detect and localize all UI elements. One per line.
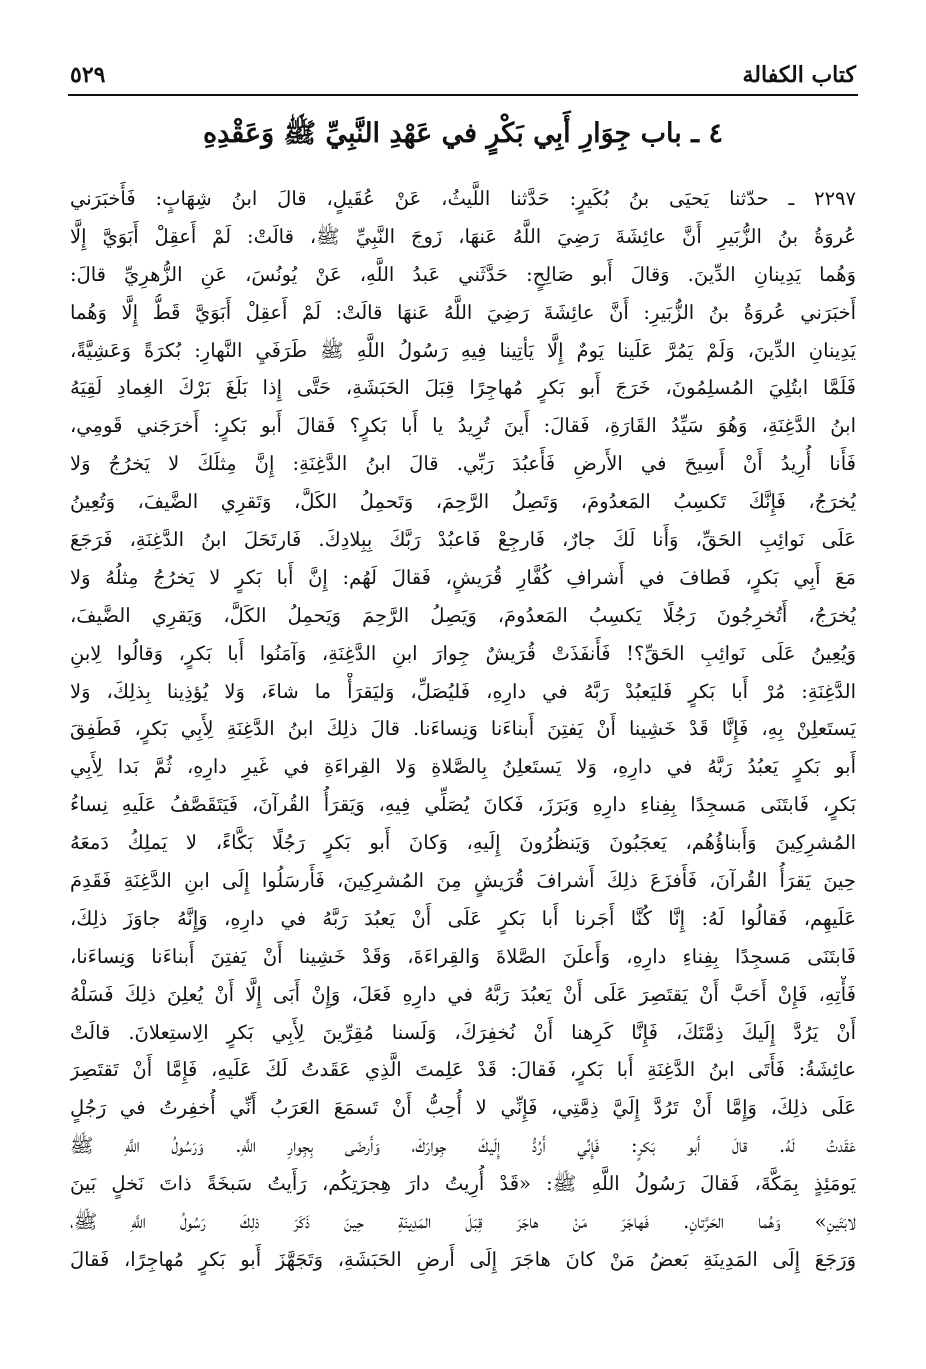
- text-line: فَأْتِهِ، فَإِنْ أَحَبَّ أَنْ يَقتَصِرَ عَلَى أَنْ يَعبُدَ رَبَّهُ في دارِهِ فَعَلَ، وَإِنْ أَبَى إِلَّا أَنْ يُعلِنَ ذلِكَ فَسَلْهُ: [70, 982, 856, 1006]
- text-line: يُخرَجُ، أَتُخرِجُونَ رَجُلًا يَكسِبُ المَعدُومَ، وَيَصِلُ الرَّحِمَ وَيَحمِلُ الكَلَّ، وَيَقرِي الضَّيفَ،: [70, 603, 856, 627]
- hadith-text: [70, 180, 856, 1279]
- text-line: يَدِينانِ الدِّينَ، وَلَمْ يَمُرَّ عَلَينا يَومٌ إِلَّا يَأتِينا فِيهِ رَسُولُ اللَّهِ ﷺ طَرَفَيِ النَّهارِ: بُكرَةً وَعَشِيَّةً،: [70, 338, 856, 362]
- text-line: وَرَجَعَ إِلَى المَدِينَةِ بَعضُ مَنْ كانَ هاجَرَ إِلَى أَرضِ الحَبَشَةِ، وَتَجَهَّزَ أَبو بَكرٍ مُهاجِرًا، فَقالَ: [70, 1247, 856, 1271]
- page-number: ٥٢٩: [70, 62, 106, 88]
- text-line: حِينَ يَقرَأُ القُرآنَ، فَأَفزَعَ ذلِكَ أَشرافَ قُرَيشٍ مِنَ المُشرِكِينَ، فَأَرسَلُوا إِلَى ابنِ الدَّغِنَةِ فَقَدِمَ: [70, 869, 856, 893]
- book-title: كتاب الكفالة: [742, 62, 856, 88]
- text-line: عائِشَةُ: فَأَتَى ابنُ الدَّغِنَةِ أَبا بَكرٍ، فَقالَ: قَدْ عَلِمتَ الَّذِي عَقَدتُ لَكَ عَلَيهِ، فَإِمَّا أَنْ تَقتَصِرَ: [70, 1058, 856, 1082]
- text-line: أَبو بَكرٍ يَعبُدُ رَبَّهُ في دارِهِ، وَلا يَستَعلِنُ بِالصَّلاةِ وَلا القِراءَةِ في غَيرِ دارِهِ، ثُمَّ بَدا لِأَبِي: [70, 755, 856, 779]
- text-line: وَيُعِينُ عَلَى نَوائِبِ الحَقِّ؟! فَأَنفَذَتْ قُرَيشٌ جِوارَ ابنِ الدَّغِنَةِ، وَآمَنُوا أَبا بَكرٍ، وَقالُوا لِابنِ: [70, 641, 856, 665]
- text-line: ابنُ الدَّغِنَةِ، وَهُوَ سَيِّدُ القَارَةِ، فَقالَ: أَينَ تُرِيدُ يا أَبا بَكرٍ؟ فَقالَ أَبو بَكرٍ: أَخرَجَني قَومِي،: [70, 414, 856, 438]
- text-line: يَستَعلِنْ بِهِ، فَإِنَّا قَدْ خَشِينا أَنْ يَفتِنَ أَبناءَنا وَنِساءَنا. قالَ ذلِكَ ابنُ الدَّغِنَةِ لِأَبِي بَكرٍ، فَطَفِقَ: [70, 717, 856, 741]
- text-line: عَلَيهِم، فَقالُوا لَهُ: إِنَّا كُنَّا أَجَرنا أَبا بَكرٍ عَلَى أَنْ يَعبُدَ رَبَّهُ في دارِهِ، وَإِنَّهُ جاوَزَ ذلِكَ،: [70, 906, 856, 930]
- text-line: يَومَئِذٍ بِمَكَّةَ، فَقالَ رَسُولُ اللَّهِ ﷺ: «قَدْ أُرِيتُ دارَ هِجرَتِكُم، رَأَيتُ سَبخَةً ذاتَ نَخلٍ بَينَ: [70, 1172, 856, 1196]
- text-line: يُخرَجُ، فَإِنَّكَ تَكسِبُ المَعدُومَ، وَتَصِلُ الرَّحِمَ، وَتَحمِلُ الكَلَّ، وَتَقرِي الضَّيفَ، وَتُعِينُ: [70, 490, 856, 514]
- text-line: فَأَنا أُرِيدُ أَنْ أَسِيحَ في الأَرضِ فَأَعبُدَ رَبِّي. قالَ ابنُ الدَّغِنَةِ: إِنَّ مِثلَكَ لا يَخرُجُ وَلا: [70, 452, 856, 476]
- chapter-heading: ٤ ـ باب جِوَارِ أَبِي بَكْرٍ في عَهْدِ النَّبِيِّ ﷺ وَعَقْدِهِ: [202, 118, 723, 149]
- text-line: الدَّغِنَةِ: مُرْ أَبا بَكرٍ فَليَعبُدْ رَبَّهُ في دارِهِ، فَليُصَلِّ، وَليَقرَأْ ما شاءَ، وَلا يُؤذِينا بِذلِكَ، وَلا: [70, 679, 856, 703]
- text-line: فَلَمَّا ابتُلِيَ المُسلِمُونَ، خَرَجَ أَبو بَكرٍ مُهاجِرًا قِبَلَ الحَبَشَةِ، حَتَّى إِذا بَلَغَ بَرْكَ الغِمادِ لَقِيَهُ: [70, 376, 856, 400]
- text-line: عَلَى ذلِكَ، وَإِمَّا أَنْ تَرُدَّ إِلَيَّ ذِمَّتِي، فَإِنِّي لا أُحِبُّ أَنْ تَسمَعَ العَرَبُ أَنِّي أُخفِرتُ في رَجُلٍ: [70, 1096, 856, 1120]
- text-line: ٢٢٩٧ ـ حدّثنا يَحيَى بنُ بُكَيرٍ: حَدَّثنا اللَّيثُ، عَنْ عُقَيلٍ، قالَ ابنُ شِهَابٍ: فَأَخبَرَني: [70, 187, 856, 210]
- text-line: لابَتَينِ» وَهُما الحَرَّتانِ. فَهاجَرَ مَنْ هاجَرَ قِبَلَ المَدِينَةِ حِينَ ذَكَرَ ذلِكَ رَسُولُ اللَّهِ ﷺ،: [70, 1210, 856, 1234]
- text-line: وَهُما يَدِينانِ الدِّينَ. وَقالَ أَبو صَالِحٍ: حَدَّثَني عَبدُ اللَّهِ، عَنْ يُونُسَ، عَنِ الزُّهرِيِّ قالَ:: [70, 262, 856, 286]
- text-line: عَقَدتُ لَهُ. قالَ أَبو بَكرٍ: فَإِنِّي أَرُدُّ إِلَيكَ جِوارَكَ، وَأَرضَى بِجِوارِ اللَّهِ. وَرَسُولُ اللَّهِ ﷺ: [70, 1134, 856, 1158]
- text-line: بَكرٍ، فَابتَنَى مَسجِدًا بِفِناءِ دارِهِ وَبَرَزَ، فَكانَ يُصَلِّي فِيهِ، وَيَقرَأُ القُرآنَ، فَيَتَقَصَّفُ عَلَيهِ نِساءُ: [70, 793, 856, 817]
- text-line: المُشرِكِينَ وَأَبناؤُهُم، يَعجَبُونَ وَيَنظُرُونَ إِلَيهِ، وَكانَ أَبو بَكرٍ رَجُلًا بَكَّاءً، لا يَملِكُ دَمعَهُ: [70, 831, 856, 855]
- text-line: أَخبَرَني عُروَةُ بنُ الزُّبَيرِ: أَنَّ عائِشَةَ رَضِيَ اللَّهُ عَنهَا قالَتْ: لَمْ أَعقِلْ أَبَوَيَّ قَطُّ إِلَّا وَهُما: [70, 300, 856, 324]
- text-line: عَلَى نَوائِبِ الحَقِّ، وَأَنا لَكَ جارٌ، فَارجِعْ فَاعبُدْ رَبَّكَ بِبِلادِكَ. فَارتَحَلَ ابنُ الدَّغِنَةِ، فَرَجَعَ: [70, 528, 856, 552]
- text-line: مَعَ أَبِي بَكرٍ، فَطافَ في أَشرافِ كُفَّارِ قُرَيشٍ، فَقالَ لَهُم: إِنَّ أَبا بَكرٍ لا يَخرُجُ مِثلُهُ وَلا: [70, 565, 856, 589]
- text-line: فَابتَنَى مَسجِدًا بِفِناءِ دارِهِ، وَأَعلَنَ الصَّلاةَ وَالقِراءَةَ، وَقَدْ خَشِينا أَنْ يَفتِنَ أَبناءَنا وَنِساءَنا،: [70, 944, 856, 968]
- text-line: عُروَةُ بنُ الزُّبَيرِ أَنَّ عائِشَةَ رَضِيَ اللَّهُ عَنهَا، زَوجَ النَّبِيِّ ﷺ، قالَتْ: لَمْ أَعقِلْ أَبَوَيَّ إِلَّا: [70, 224, 856, 248]
- header-divider: [68, 94, 858, 96]
- text-line: أَنْ يَرُدَّ إِلَيكَ ذِمَّتَكَ، فَإِنَّا كَرِهنا أَنْ نُخفِرَكَ، وَلَسنا مُقِرِّينَ لِأَبِي بَكرٍ الِاستِعلانَ. قالَتْ: [70, 1020, 856, 1044]
- running-header: [70, 58, 856, 92]
